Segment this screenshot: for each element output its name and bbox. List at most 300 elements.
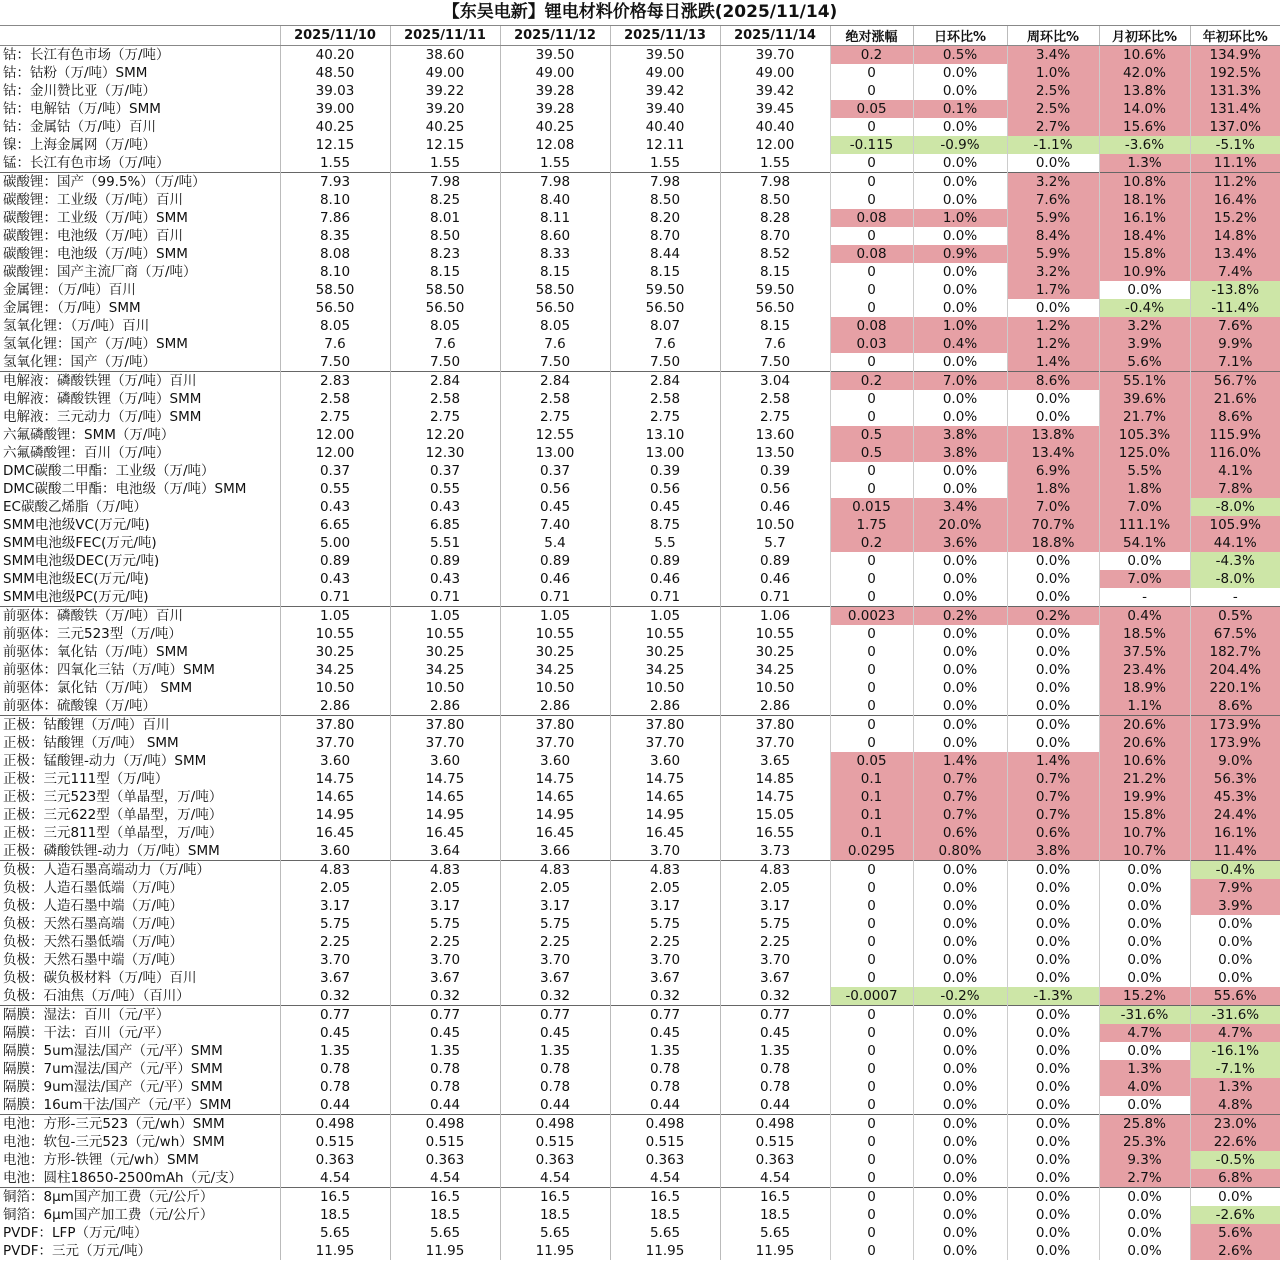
price-cell: 0.55: [390, 480, 500, 498]
day-change-cell: 0.0%: [913, 390, 1007, 408]
month-change-cell: 9.3%: [1099, 1151, 1190, 1169]
abs-change-cell: 0: [830, 969, 913, 987]
item-name: 铜箔：8μm国产加工费（元/公斤）: [0, 1188, 280, 1207]
week-change-cell: 0.0%: [1007, 299, 1099, 317]
year-change-cell: 116.0%: [1190, 444, 1280, 462]
day-change-cell: 0.0%: [913, 1242, 1007, 1260]
week-change-cell: 13.4%: [1007, 444, 1099, 462]
price-cell: 14.75: [610, 770, 720, 788]
price-cell: 37.80: [610, 716, 720, 735]
day-change-cell: 0.2%: [913, 607, 1007, 626]
month-change-cell: 105.3%: [1099, 426, 1190, 444]
price-cell: 2.86: [610, 697, 720, 716]
month-change-cell: -3.6%: [1099, 136, 1190, 154]
year-change-cell: 16.1%: [1190, 824, 1280, 842]
table-row: [0, 643, 1280, 661]
day-change-cell: 0.0%: [913, 1133, 1007, 1151]
price-cell: 0.45: [500, 498, 610, 516]
price-cell: 3.65: [720, 752, 830, 770]
price-cell: 30.25: [610, 643, 720, 661]
day-change-cell: 0.0%: [913, 643, 1007, 661]
price-cell: 0.78: [720, 1078, 830, 1096]
week-change-cell: 0.0%: [1007, 1115, 1099, 1134]
price-cell: 7.6: [500, 335, 610, 353]
price-cell: 39.28: [500, 82, 610, 100]
item-name: 隔膜：7um湿法/国产（元/平）SMM: [3, 1061, 223, 1077]
day-change-cell: 0.0%: [913, 118, 1007, 136]
abs-change-cell: 0.05: [830, 100, 913, 118]
price-cell: 2.86: [390, 697, 500, 716]
item-name: SMM电池级VC(万元/吨): [3, 517, 150, 533]
week-change-cell: 0.0%: [1007, 861, 1099, 880]
price-cell: 8.70: [720, 227, 830, 245]
week-change-cell: 0.0%: [1007, 1169, 1099, 1188]
month-change-cell: 0.0%: [1099, 969, 1190, 987]
item-name: 碳酸锂：工业级（万/吨）SMM: [3, 210, 188, 226]
price-cell: 34.25: [390, 661, 500, 679]
day-change-cell: 0.0%: [913, 1115, 1007, 1134]
year-change-cell: -13.8%: [1190, 281, 1280, 299]
price-cell: 2.05: [720, 879, 830, 897]
month-change-cell: 4.7%: [1099, 1024, 1190, 1042]
year-change-cell: 45.3%: [1190, 788, 1280, 806]
price-cell: 34.25: [610, 661, 720, 679]
price-cell: 0.78: [500, 1078, 610, 1096]
price-cell: 8.44: [610, 245, 720, 263]
price-cell: 10.50: [500, 679, 610, 697]
month-change-cell: 7.0%: [1099, 570, 1190, 588]
table-row: [0, 317, 1280, 335]
table-row: [0, 661, 1280, 679]
week-change-cell: 0.6%: [1007, 824, 1099, 842]
price-cell: 14.75: [280, 770, 390, 788]
item-name: 电池：圆柱18650-2500mAh（元/支）: [3, 1170, 243, 1186]
day-change-cell: 0.0%: [913, 734, 1007, 752]
price-cell: 5.4: [500, 534, 610, 552]
abs-change-cell: 0: [830, 1006, 913, 1025]
price-cell: 14.75: [720, 788, 830, 806]
item-name: 负极：天然石墨低端（万/吨）: [3, 934, 184, 950]
price-cell: 11.95: [610, 1242, 720, 1260]
abs-change-cell: 0: [830, 353, 913, 372]
price-cell: 39.42: [720, 82, 830, 100]
price-cell: 11.95: [390, 1242, 500, 1260]
header-year-change: 年初环比%: [1190, 26, 1280, 46]
price-cell: 0.77: [500, 1006, 610, 1025]
week-change-cell: 3.2%: [1007, 173, 1099, 192]
price-cell: 4.83: [610, 861, 720, 880]
item-name: 碳酸锂：电池级（万/吨）百川: [3, 228, 184, 244]
day-change-cell: 0.0%: [913, 969, 1007, 987]
week-change-cell: 0.0%: [1007, 154, 1099, 173]
price-cell: 0.45: [280, 1024, 390, 1042]
price-cell: 0.45: [720, 1024, 830, 1042]
month-change-cell: 10.7%: [1099, 842, 1190, 861]
month-change-cell: 18.1%: [1099, 191, 1190, 209]
abs-change-cell: 0: [830, 897, 913, 915]
price-cell: 59.50: [610, 281, 720, 299]
abs-change-cell: 0.0295: [830, 842, 913, 861]
year-change-cell: 6.8%: [1190, 1169, 1280, 1188]
price-cell: 0.45: [500, 1024, 610, 1042]
table-row: [0, 372, 1280, 391]
year-change-cell: 11.2%: [1190, 173, 1280, 192]
price-cell: 4.54: [720, 1169, 830, 1188]
price-cell: 3.70: [610, 951, 720, 969]
price-cell: 49.00: [390, 64, 500, 82]
price-cell: 59.50: [720, 281, 830, 299]
year-change-cell: 23.0%: [1190, 1115, 1280, 1134]
item-name: 正极：钴酸锂（万/吨） SMM: [3, 735, 179, 751]
table-row: [0, 1206, 1280, 1224]
price-cell: 40.25: [500, 118, 610, 136]
year-change-cell: 3.9%: [1190, 897, 1280, 915]
table-row: [0, 100, 1280, 118]
day-change-cell: 0.0%: [913, 661, 1007, 679]
price-cell: 0.77: [390, 1006, 500, 1025]
price-cell: 8.08: [280, 245, 390, 263]
abs-change-cell: 0.08: [830, 317, 913, 335]
table-row: [0, 697, 1280, 716]
price-cell: 0.89: [280, 552, 390, 570]
price-cell: 0.45: [610, 498, 720, 516]
price-cell: 0.44: [720, 1096, 830, 1115]
price-cell: 12.15: [390, 136, 500, 154]
price-cell: 14.95: [610, 806, 720, 824]
week-change-cell: 2.5%: [1007, 82, 1099, 100]
price-cell: 4.83: [720, 861, 830, 880]
table-row: [0, 716, 1280, 735]
price-cell: 2.25: [500, 933, 610, 951]
abs-change-cell: 0: [830, 299, 913, 317]
price-cell: 1.35: [720, 1042, 830, 1060]
week-change-cell: 18.8%: [1007, 534, 1099, 552]
week-change-cell: 0.0%: [1007, 1078, 1099, 1096]
table-row: [0, 1151, 1280, 1169]
price-cell: 0.56: [610, 480, 720, 498]
price-cell: 2.83: [280, 372, 390, 391]
price-cell: 7.86: [280, 209, 390, 227]
abs-change-cell: 0: [830, 734, 913, 752]
week-change-cell: 3.2%: [1007, 263, 1099, 281]
table-row: [0, 770, 1280, 788]
price-cell: 5.5: [610, 534, 720, 552]
table-row: [0, 245, 1280, 263]
item-name: 前驱体：磷酸铁（万/吨）百川: [0, 607, 280, 626]
price-cell: 3.67: [280, 969, 390, 987]
year-change-cell: -8.0%: [1190, 570, 1280, 588]
abs-change-cell: 0: [830, 1060, 913, 1078]
year-change-cell: 134.9%: [1190, 46, 1280, 65]
price-cell: 0.46: [720, 498, 830, 516]
price-cell: 14.95: [390, 806, 500, 824]
abs-change-cell: 0: [830, 1224, 913, 1242]
price-cell: 8.35: [280, 227, 390, 245]
price-cell: 0.89: [390, 552, 500, 570]
price-cell: 5.65: [280, 1224, 390, 1242]
table-row: [0, 136, 1280, 154]
price-cell: 0.45: [390, 1024, 500, 1042]
abs-change-cell: 0.08: [830, 245, 913, 263]
day-change-cell: 0.0%: [913, 570, 1007, 588]
day-change-cell: 0.0%: [913, 299, 1007, 317]
price-cell: 8.01: [390, 209, 500, 227]
abs-change-cell: 0: [830, 588, 913, 607]
table-row: [0, 1224, 1280, 1242]
month-change-cell: 0.0%: [1099, 281, 1190, 299]
price-cell: 5.75: [500, 915, 610, 933]
abs-change-cell: 0: [830, 570, 913, 588]
week-change-cell: 0.0%: [1007, 915, 1099, 933]
month-change-cell: 3.2%: [1099, 317, 1190, 335]
price-cell: 0.71: [610, 588, 720, 607]
table-row: [0, 408, 1280, 426]
price-cell: 56.50: [500, 299, 610, 317]
price-cell: 37.70: [280, 734, 390, 752]
table-row: [0, 462, 1280, 480]
day-change-cell: 0.7%: [913, 770, 1007, 788]
table-row: [0, 607, 1280, 626]
price-cell: 12.15: [280, 136, 390, 154]
table-row: [0, 734, 1280, 752]
table-row: [0, 426, 1280, 444]
day-change-cell: -0.9%: [913, 136, 1007, 154]
item-name: 电解液：三元动力（万/吨）SMM: [3, 409, 202, 425]
price-cell: 1.05: [390, 607, 500, 626]
week-change-cell: 2.7%: [1007, 118, 1099, 136]
price-cell: 8.15: [610, 263, 720, 281]
price-cell: 16.5: [720, 1188, 830, 1207]
item-name: 负极：石油焦（万/吨）（百川）: [3, 988, 190, 1004]
week-change-cell: 0.0%: [1007, 734, 1099, 752]
abs-change-cell: 0.2: [830, 46, 913, 65]
abs-change-cell: 0: [830, 408, 913, 426]
item-name: 钴：金川赞比亚（万/吨）: [3, 83, 157, 99]
price-cell: 12.20: [390, 426, 500, 444]
price-cell: 7.50: [720, 353, 830, 372]
table-row: [0, 480, 1280, 498]
day-change-cell: 0.0%: [913, 1006, 1007, 1025]
price-cell: 11.95: [280, 1242, 390, 1260]
year-change-cell: -: [1190, 588, 1280, 607]
month-change-cell: 20.6%: [1099, 734, 1190, 752]
day-change-cell: 1.4%: [913, 752, 1007, 770]
price-cell: 0.515: [720, 1133, 830, 1151]
price-cell: 10.50: [610, 679, 720, 697]
price-cell: 56.50: [720, 299, 830, 317]
item-name: 氢氧化锂：（万/吨）百川: [3, 318, 150, 334]
week-change-cell: 0.0%: [1007, 390, 1099, 408]
table-row: [0, 534, 1280, 552]
month-change-cell: 10.6%: [1099, 46, 1190, 65]
price-cell: 12.00: [280, 444, 390, 462]
price-cell: 1.35: [390, 1042, 500, 1060]
year-change-cell: 11.4%: [1190, 842, 1280, 861]
month-change-cell: 37.5%: [1099, 643, 1190, 661]
year-change-cell: -11.4%: [1190, 299, 1280, 317]
price-cell: 7.50: [280, 353, 390, 372]
day-change-cell: 0.0%: [913, 1151, 1007, 1169]
week-change-cell: 0.0%: [1007, 897, 1099, 915]
abs-change-cell: 0.0023: [830, 607, 913, 626]
week-change-cell: 0.0%: [1007, 1206, 1099, 1224]
price-cell: 7.93: [280, 173, 390, 192]
price-cell: 1.35: [610, 1042, 720, 1060]
day-change-cell: 3.4%: [913, 498, 1007, 516]
day-change-cell: 0.0%: [913, 933, 1007, 951]
week-change-cell: 0.0%: [1007, 1060, 1099, 1078]
price-cell: 10.55: [390, 625, 500, 643]
month-change-cell: 10.7%: [1099, 824, 1190, 842]
price-cell: 56.50: [390, 299, 500, 317]
price-cell: 2.58: [280, 390, 390, 408]
week-change-cell: 0.0%: [1007, 879, 1099, 897]
abs-change-cell: 0.1: [830, 806, 913, 824]
price-cell: 5.65: [720, 1224, 830, 1242]
table-body: [0, 46, 1280, 1261]
price-cell: 15.05: [720, 806, 830, 824]
price-cell: 8.52: [720, 245, 830, 263]
day-change-cell: 0.0%: [913, 1042, 1007, 1060]
day-change-cell: 0.0%: [913, 588, 1007, 607]
day-change-cell: 0.0%: [913, 1224, 1007, 1242]
price-cell: 14.65: [610, 788, 720, 806]
month-change-cell: 1.3%: [1099, 1060, 1190, 1078]
price-cell: 0.78: [390, 1078, 500, 1096]
week-change-cell: 3.8%: [1007, 842, 1099, 861]
price-cell: 37.70: [500, 734, 610, 752]
month-change-cell: 16.1%: [1099, 209, 1190, 227]
price-cell: 0.45: [610, 1024, 720, 1042]
table-row: [0, 1169, 1280, 1188]
table-row: [0, 679, 1280, 697]
table-row: [0, 353, 1280, 372]
month-change-cell: 25.3%: [1099, 1133, 1190, 1151]
item-name: SMM电池级EC(万元/吨): [3, 571, 149, 587]
price-cell: 7.6: [720, 335, 830, 353]
year-change-cell: 14.8%: [1190, 227, 1280, 245]
day-change-cell: 20.0%: [913, 516, 1007, 534]
header-abs-change: 绝对涨幅: [830, 26, 913, 46]
price-cell: 37.70: [610, 734, 720, 752]
abs-change-cell: 0: [830, 1169, 913, 1188]
price-cell: 2.25: [720, 933, 830, 951]
table-row: [0, 1115, 1280, 1134]
table-row: [0, 173, 1280, 192]
price-cell: 58.50: [280, 281, 390, 299]
day-change-cell: 0.9%: [913, 245, 1007, 263]
day-change-cell: 0.0%: [913, 173, 1007, 192]
abs-change-cell: 0: [830, 915, 913, 933]
price-cell: 39.50: [500, 46, 610, 65]
week-change-cell: 0.0%: [1007, 588, 1099, 607]
price-cell: 30.25: [390, 643, 500, 661]
price-cell: 8.25: [390, 191, 500, 209]
price-cell: 0.515: [280, 1133, 390, 1151]
week-change-cell: 0.0%: [1007, 1042, 1099, 1060]
year-change-cell: -5.1%: [1190, 136, 1280, 154]
item-name: 钴：电解钴（万/吨）SMM: [3, 101, 161, 117]
week-change-cell: 1.7%: [1007, 281, 1099, 299]
price-cell: 56.50: [610, 299, 720, 317]
week-change-cell: 1.8%: [1007, 480, 1099, 498]
price-cell: 0.498: [610, 1115, 720, 1134]
price-cell: 1.06: [720, 607, 830, 626]
table-row: [0, 879, 1280, 897]
price-cell: 3.70: [390, 951, 500, 969]
item-name: 碳酸锂：国产（99.5%）（万/吨）: [0, 173, 280, 192]
month-change-cell: 0.0%: [1099, 933, 1190, 951]
month-change-cell: 0.4%: [1099, 607, 1190, 626]
table-row: [0, 444, 1280, 462]
abs-change-cell: 0: [830, 679, 913, 697]
day-change-cell: 0.0%: [913, 697, 1007, 716]
year-change-cell: -0.5%: [1190, 1151, 1280, 1169]
item-name: 碳酸锂：国产主流厂商（万/吨）: [3, 264, 197, 280]
table-row: [0, 933, 1280, 951]
price-cell: 2.86: [720, 697, 830, 716]
week-change-cell: 0.0%: [1007, 1151, 1099, 1169]
item-name: 正极：三元811型（单晶型，万/吨）: [3, 825, 223, 841]
abs-change-cell: 0.1: [830, 824, 913, 842]
item-name: 正极：磷酸铁锂-动力（万/吨）SMM: [3, 843, 220, 859]
price-cell: 8.07: [610, 317, 720, 335]
year-change-cell: 7.6%: [1190, 317, 1280, 335]
year-change-cell: 173.9%: [1190, 734, 1280, 752]
table-row: [0, 969, 1280, 987]
year-change-cell: 7.4%: [1190, 263, 1280, 281]
price-cell: 0.44: [390, 1096, 500, 1115]
month-change-cell: 23.4%: [1099, 661, 1190, 679]
day-change-cell: 0.0%: [913, 679, 1007, 697]
header-name: [0, 26, 280, 46]
year-change-cell: 137.0%: [1190, 118, 1280, 136]
price-cell: 14.75: [390, 770, 500, 788]
table-row: [0, 390, 1280, 408]
item-name: 电解液：磷酸铁锂（万/吨）百川: [0, 372, 280, 391]
table-row: [0, 588, 1280, 607]
abs-change-cell: 0: [830, 643, 913, 661]
price-cell: 2.05: [610, 879, 720, 897]
price-cell: 5.7: [720, 534, 830, 552]
month-change-cell: 0.0%: [1099, 1242, 1190, 1260]
year-change-cell: 2.6%: [1190, 1242, 1280, 1260]
day-change-cell: 0.0%: [913, 1169, 1007, 1188]
price-cell: 30.25: [720, 643, 830, 661]
year-change-cell: 21.6%: [1190, 390, 1280, 408]
price-cell: 49.00: [500, 64, 610, 82]
price-cell: 7.6: [280, 335, 390, 353]
month-change-cell: 18.4%: [1099, 227, 1190, 245]
table-row: [0, 1242, 1280, 1260]
price-cell: 18.5: [280, 1206, 390, 1224]
price-cell: 3.67: [610, 969, 720, 987]
day-change-cell: 0.0%: [913, 552, 1007, 570]
price-cell: 37.80: [500, 716, 610, 735]
price-cell: 40.25: [390, 118, 500, 136]
price-cell: 3.60: [280, 752, 390, 770]
price-cell: 4.83: [500, 861, 610, 880]
abs-change-cell: 0.5: [830, 426, 913, 444]
price-cell: 0.363: [390, 1151, 500, 1169]
price-cell: 8.60: [500, 227, 610, 245]
price-cell: 4.54: [610, 1169, 720, 1188]
price-cell: 3.70: [720, 951, 830, 969]
price-cell: 0.515: [500, 1133, 610, 1151]
item-name: 前驱体：硫酸镍（万/吨）: [3, 698, 157, 714]
price-cell: 1.55: [610, 154, 720, 173]
abs-change-cell: 0: [830, 1151, 913, 1169]
